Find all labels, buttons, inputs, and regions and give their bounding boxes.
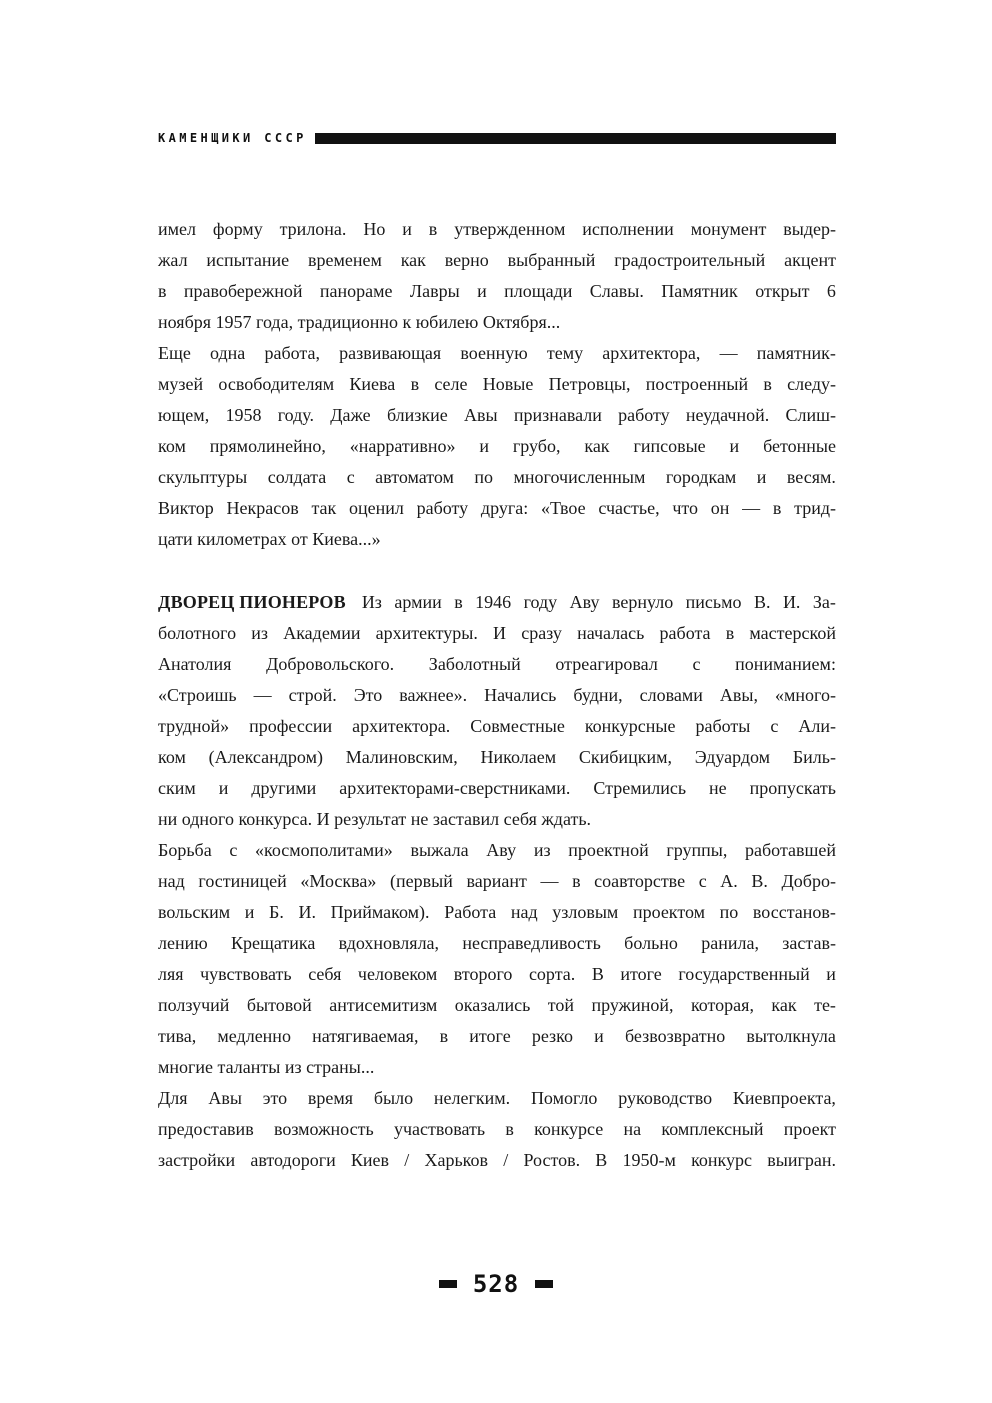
text-line: тива, медленно натягиваемая, в итоге резко и безвозвратно вытолкнула xyxy=(158,1026,836,1046)
text-line: музей освободителям Киева в селе Новые Петровцы, построенный в следу- xyxy=(158,374,836,394)
text-line: ДВОРЕЦ ПИОНЕРОВ Из армии в 1946 году Аву вернуло письмо В. И. За- xyxy=(158,587,836,618)
text-line: над гостиницей «Москва» (первый вариант — в соавторстве с А. В. Добро- xyxy=(158,871,836,891)
text-line: предоставив возможность участвовать в конкурсе на комплексный проект xyxy=(158,1119,836,1139)
text-line: скульптуры солдата с автоматом по многочисленным городкам и весям. xyxy=(158,467,836,487)
text-line: многие таланты из страны... xyxy=(158,1057,375,1077)
text-line: Борьба с «космополитами» выжала Аву из проектной группы, работавшей xyxy=(158,840,836,860)
page-footer xyxy=(0,1270,992,1298)
running-header-title: КАМЕНЩИКИ СССР xyxy=(158,131,307,145)
text-line: «Строишь — строй. Это важнее». Начались будни, словами Авы, «много- xyxy=(158,685,836,705)
running-header xyxy=(158,127,836,149)
text-line: застройки автодороги Киев / Харьков / Ростов. В 1950-м конкурс выигран. xyxy=(158,1150,836,1170)
text-line: в правобережной панораме Лавры и площади Славы. Памятник открыт 6 xyxy=(158,281,836,301)
text-line: ком (Александром) Малиновским, Николаем Скибицким, Эдуардом Биль- xyxy=(158,747,836,767)
section-heading: ДВОРЕЦ ПИОНЕРОВ xyxy=(158,592,346,612)
text-line: ни одного конкурса. И результат не заставил себя ждать. xyxy=(158,809,592,829)
footer-bar-left xyxy=(439,1280,457,1288)
text-line: цати километрах от Киева...» xyxy=(158,529,381,549)
body-text xyxy=(158,214,836,1176)
text-line: ползучий бытовой антисемитизм оказались той пружиной, которая, как те- xyxy=(158,995,836,1015)
footer-bar-right xyxy=(535,1280,553,1288)
page-number: 528 xyxy=(472,1270,520,1298)
text-line: Виктор Некрасов так оценил работу друга: «Твое счастье, что он — в трид- xyxy=(158,498,836,518)
text-line: ноября 1957 года, традиционно к юбилею Октября... xyxy=(158,312,561,332)
text-line: ляя чувствовать себя человеком второго сорта. В итоге государственный и xyxy=(158,964,836,984)
text-line: лению Крещатика вдохновляла, несправедливость больно ранила, застав- xyxy=(158,933,836,953)
text-line: болотного из Академии архитектуры. И сразу началась работа в мастерской xyxy=(158,623,836,643)
text-line: ским и другими архитекторами-сверстниками. Стремились не пропускать xyxy=(158,778,836,798)
text-line: ком прямолинейно, «нарративно» и грубо, как гипсовые и бетонные xyxy=(158,436,836,456)
text-line: вольским и Б. И. Приймаком). Работа над узловым проектом по восстанов- xyxy=(158,902,836,922)
text-line: жал испытание временем как верно выбранный градостроительный акцент xyxy=(158,250,836,270)
header-rule xyxy=(315,133,836,144)
text-line: трудной» профессии архитектора. Совместные конкурсные работы с Али- xyxy=(158,716,836,736)
text-line: имел форму трилона. Но и в утвержденном исполнении монумент выдер- xyxy=(158,219,836,239)
text-line: Анатолия Добровольского. Заболотный отреагировал с пониманием: xyxy=(158,654,836,674)
text-line: ющем, 1958 году. Даже близкие Авы признавали работу неудачной. Слиш- xyxy=(158,405,836,425)
text-line: Для Авы это время было нелегким. Помогло руководство Киевпроекта, xyxy=(158,1088,836,1108)
text-line: Еще одна работа, развивающая военную тему архитектора, — памятник- xyxy=(158,343,836,363)
